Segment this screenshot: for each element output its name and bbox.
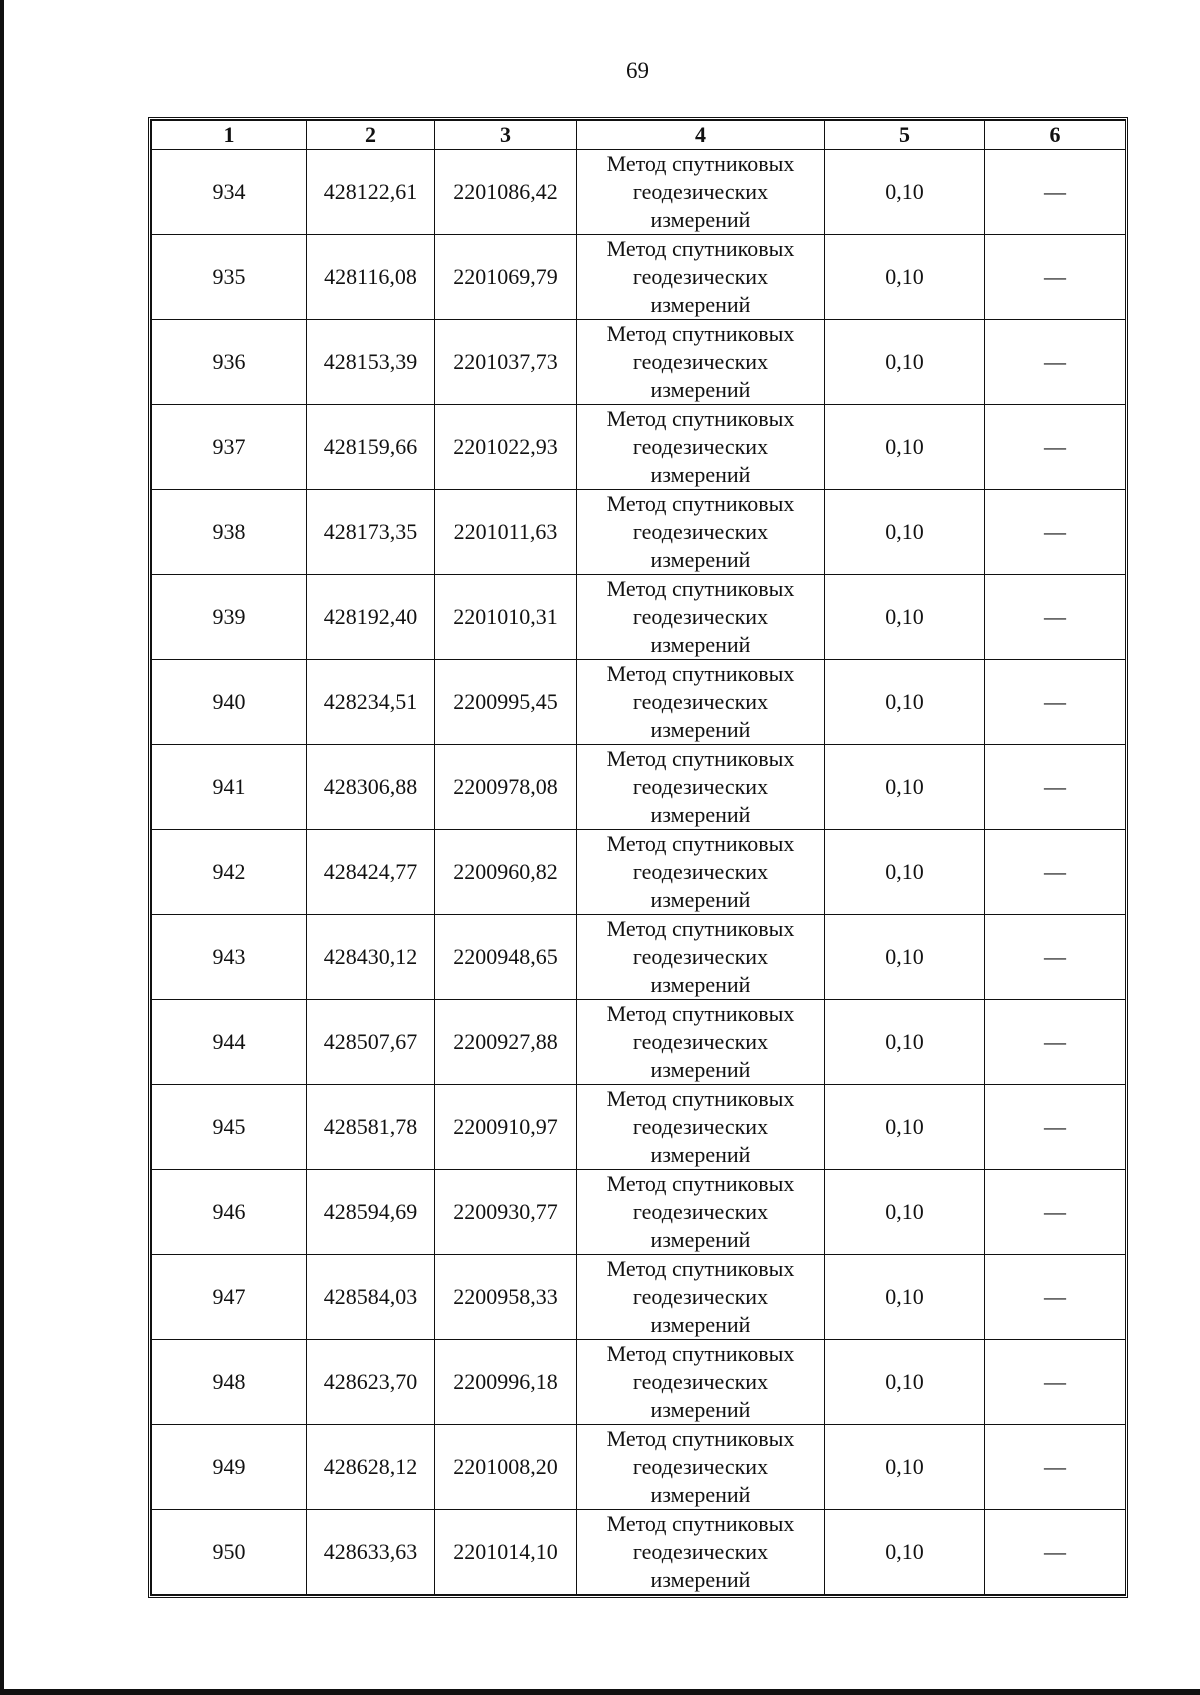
accuracy: 0,10 (825, 745, 985, 830)
note: — (985, 1170, 1126, 1255)
coordinate-y: 2201069,79 (435, 235, 577, 320)
note: — (985, 1085, 1126, 1170)
coordinate-y: 2200948,65 (435, 915, 577, 1000)
coordinate-x: 428306,88 (307, 745, 435, 830)
point-number: 947 (152, 1255, 307, 1340)
coordinate-y: 2200960,82 (435, 830, 577, 915)
table-row (152, 1170, 1126, 1255)
table-row (152, 320, 1126, 405)
scan-edge-bottom (0, 1689, 1200, 1695)
point-number: 946 (152, 1170, 307, 1255)
table-row (152, 235, 1126, 320)
method: Метод спутниковых геодезических измерений (577, 1340, 825, 1425)
note: — (985, 1000, 1126, 1085)
method: Метод спутниковых геодезических измерений (577, 745, 825, 830)
point-number: 940 (152, 660, 307, 745)
coordinate-y: 2201086,42 (435, 150, 577, 235)
method: Метод спутниковых геодезических измерений (577, 150, 825, 235)
coordinate-x: 428584,03 (307, 1255, 435, 1340)
coordinate-y: 2200927,88 (435, 1000, 577, 1085)
table-row (152, 490, 1126, 575)
note: — (985, 150, 1126, 235)
coordinate-x: 428628,12 (307, 1425, 435, 1510)
accuracy: 0,10 (825, 1425, 985, 1510)
coordinate-y: 2201022,93 (435, 405, 577, 490)
method: Метод спутниковых геодезических измерений (577, 1170, 825, 1255)
accuracy: 0,10 (825, 1510, 985, 1595)
header-col-1: 1 (152, 121, 307, 150)
note: — (985, 235, 1126, 320)
accuracy: 0,10 (825, 1170, 985, 1255)
accuracy: 0,10 (825, 660, 985, 745)
accuracy: 0,10 (825, 1085, 985, 1170)
coordinate-x: 428424,77 (307, 830, 435, 915)
table-row (152, 1085, 1126, 1170)
point-number: 937 (152, 405, 307, 490)
note: — (985, 1255, 1126, 1340)
table-row (152, 915, 1126, 1000)
note: — (985, 1425, 1126, 1510)
table-row (152, 405, 1126, 490)
coordinate-x: 428159,66 (307, 405, 435, 490)
accuracy: 0,10 (825, 1255, 985, 1340)
coordinate-y: 2201014,10 (435, 1510, 577, 1595)
table-row (152, 745, 1126, 830)
coordinate-x: 428192,40 (307, 575, 435, 660)
coordinate-x: 428581,78 (307, 1085, 435, 1170)
coordinates-table (148, 117, 1128, 1598)
note: — (985, 1510, 1126, 1595)
point-number: 943 (152, 915, 307, 1000)
coordinate-x: 428122,61 (307, 150, 435, 235)
point-number: 948 (152, 1340, 307, 1425)
table-row (152, 1510, 1126, 1595)
method: Метод спутниковых геодезических измерений (577, 575, 825, 660)
note: — (985, 575, 1126, 660)
note: — (985, 660, 1126, 745)
coordinate-x: 428633,63 (307, 1510, 435, 1595)
scan-edge-left (0, 0, 4, 1695)
method: Метод спутниковых геодезических измерений (577, 660, 825, 745)
method: Метод спутниковых геодезических измерений (577, 235, 825, 320)
point-number: 939 (152, 575, 307, 660)
coordinate-y: 2200958,33 (435, 1255, 577, 1340)
point-number: 949 (152, 1425, 307, 1510)
method: Метод спутниковых геодезических измерений (577, 405, 825, 490)
table-header-row (152, 121, 1126, 150)
note: — (985, 915, 1126, 1000)
coordinate-y: 2201011,63 (435, 490, 577, 575)
table-row (152, 830, 1126, 915)
coordinate-y: 2200996,18 (435, 1340, 577, 1425)
coordinate-y: 2200930,77 (435, 1170, 577, 1255)
note: — (985, 405, 1126, 490)
table-row (152, 1340, 1126, 1425)
point-number: 935 (152, 235, 307, 320)
accuracy: 0,10 (825, 490, 985, 575)
header-col-3: 3 (435, 121, 577, 150)
coordinate-y: 2200995,45 (435, 660, 577, 745)
coordinate-x: 428234,51 (307, 660, 435, 745)
coordinate-x: 428623,70 (307, 1340, 435, 1425)
coordinate-x: 428430,12 (307, 915, 435, 1000)
method: Метод спутниковых геодезических измерений (577, 320, 825, 405)
accuracy: 0,10 (825, 1000, 985, 1085)
table-row (152, 1425, 1126, 1510)
table-row (152, 150, 1126, 235)
table-row (152, 1000, 1126, 1085)
point-number: 945 (152, 1085, 307, 1170)
point-number: 944 (152, 1000, 307, 1085)
table-row (152, 575, 1126, 660)
point-number: 938 (152, 490, 307, 575)
coordinate-x: 428507,67 (307, 1000, 435, 1085)
header-col-6: 6 (985, 121, 1126, 150)
point-number: 936 (152, 320, 307, 405)
point-number: 934 (152, 150, 307, 235)
coordinate-y: 2201008,20 (435, 1425, 577, 1510)
accuracy: 0,10 (825, 915, 985, 1000)
coordinate-x: 428173,35 (307, 490, 435, 575)
accuracy: 0,10 (825, 575, 985, 660)
accuracy: 0,10 (825, 235, 985, 320)
accuracy: 0,10 (825, 150, 985, 235)
method: Метод спутниковых геодезических измерений (577, 1085, 825, 1170)
point-number: 950 (152, 1510, 307, 1595)
method: Метод спутниковых геодезических измерений (577, 1000, 825, 1085)
note: — (985, 745, 1126, 830)
coordinate-x: 428116,08 (307, 235, 435, 320)
point-number: 942 (152, 830, 307, 915)
coordinate-y: 2201037,73 (435, 320, 577, 405)
header-col-4: 4 (577, 121, 825, 150)
accuracy: 0,10 (825, 830, 985, 915)
coordinate-y: 2200910,97 (435, 1085, 577, 1170)
note: — (985, 320, 1126, 405)
method: Метод спутниковых геодезических измерений (577, 1510, 825, 1595)
header-col-2: 2 (307, 121, 435, 150)
table-row (152, 1255, 1126, 1340)
header-col-5: 5 (825, 121, 985, 150)
method: Метод спутниковых геодезических измерений (577, 830, 825, 915)
method: Метод спутниковых геодезических измерений (577, 1255, 825, 1340)
page-number: 69 (626, 58, 649, 83)
accuracy: 0,10 (825, 405, 985, 490)
note: — (985, 1340, 1126, 1425)
accuracy: 0,10 (825, 320, 985, 405)
coordinate-y: 2201010,31 (435, 575, 577, 660)
accuracy: 0,10 (825, 1340, 985, 1425)
coordinate-y: 2200978,08 (435, 745, 577, 830)
table-body (152, 150, 1126, 1595)
method: Метод спутниковых геодезических измерений (577, 915, 825, 1000)
coordinate-x: 428153,39 (307, 320, 435, 405)
point-number: 941 (152, 745, 307, 830)
coordinate-x: 428594,69 (307, 1170, 435, 1255)
method: Метод спутниковых геодезических измерений (577, 1425, 825, 1510)
note: — (985, 830, 1126, 915)
note: — (985, 490, 1126, 575)
table-row (152, 660, 1126, 745)
method: Метод спутниковых геодезических измерений (577, 490, 825, 575)
